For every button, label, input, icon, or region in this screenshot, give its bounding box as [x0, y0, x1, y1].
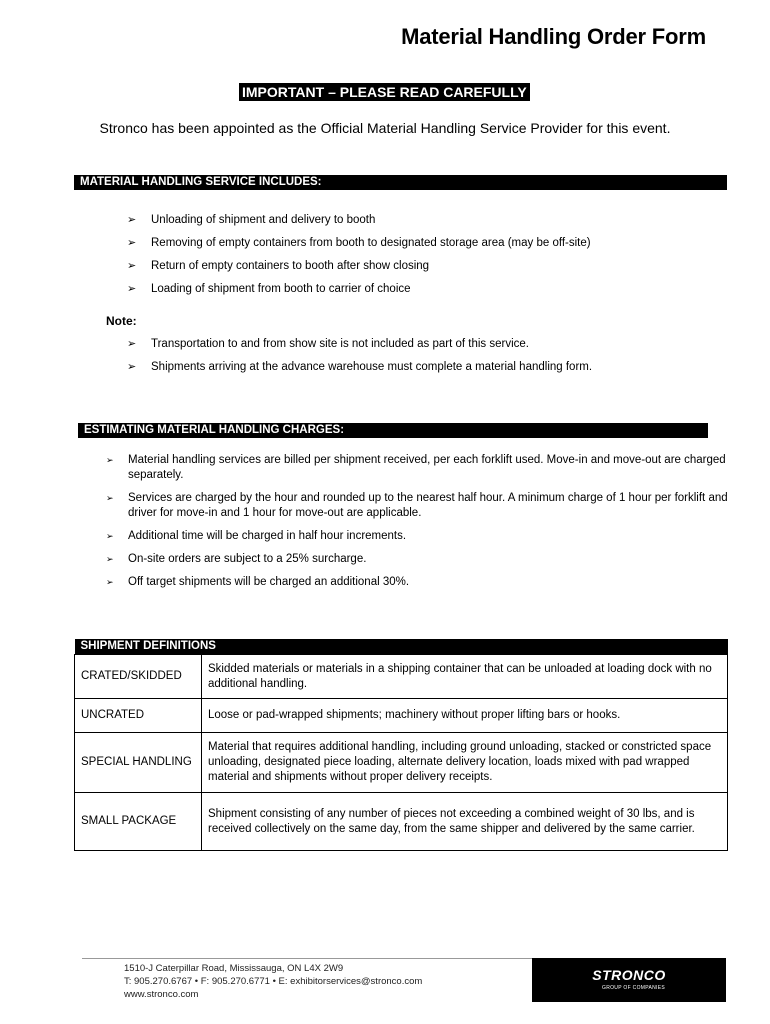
definitions-heading: SHIPMENT DEFINITIONS: [75, 639, 728, 655]
page-title: Material Handling Order Form: [401, 24, 706, 49]
arrow-bullet-icon: ➢: [106, 577, 114, 587]
charges-section-heading: ESTIMATING MATERIAL HANDLING CHARGES:: [78, 423, 708, 438]
intro-text: Stronco has been appointed as the Official Material Handling Service Provider for this event.: [99, 120, 671, 136]
arrow-bullet-icon: ➢: [127, 237, 137, 249]
definition-text: Shipment consisting of any number of pieces not exceeding a combined weight of 30 lbs, and is received collectively on the same day, from the same shipper and delivered by the same carrier.: [202, 793, 728, 851]
arrow-bullet-icon: ➢: [127, 260, 137, 272]
arrow-bullet-icon: ➢: [106, 493, 114, 503]
notes-list: [127, 337, 593, 383]
stronco-logo: [532, 958, 726, 1002]
list-item: ➢ On-site orders are subject to a 25% surcharge.: [106, 553, 367, 565]
footer-address: 1510-J Caterpillar Road, Mississauga, ON L4X 2W9: [124, 963, 344, 974]
definition-text: Loose or pad-wrapped shipments; machinery without proper lifting bars or hooks.: [202, 699, 728, 733]
table-row: [75, 733, 728, 793]
definition-term: CRATED/SKIDDED: [75, 655, 202, 699]
list-item: ➢ Transportation to and from show site is not included as part of this service.: [127, 338, 529, 350]
service-section-heading: MATERIAL HANDLING SERVICE INCLUDES:: [74, 175, 727, 190]
logo-tagline: GROUP OF COMPANIES: [602, 985, 665, 991]
note-label: Note:: [106, 314, 137, 328]
list-item: ➢ Additional time will be charged in half hour increments.: [106, 530, 407, 542]
arrow-bullet-icon: ➢: [106, 455, 114, 465]
arrow-bullet-icon: ➢: [106, 554, 114, 564]
footer-phone-email: T: 905.270.6767 • F: 905.270.6771 • E: exhibitorservices@stronco.com: [124, 976, 423, 987]
table-row: [75, 793, 728, 851]
list-item: ➢ Return of empty containers to booth after show closing: [127, 260, 430, 272]
footer-contact: [124, 962, 422, 1001]
logo-wordmark: STRONCO: [592, 967, 666, 983]
arrow-bullet-icon: ➢: [127, 283, 137, 295]
list-item: ➢ Removing of empty containers from booth to designated storage area (may be off-site): [127, 237, 591, 249]
definition-term: SMALL PACKAGE: [75, 793, 202, 851]
footer-website: www.stronco.com: [124, 989, 199, 1000]
table-row: [75, 655, 728, 699]
important-banner: IMPORTANT – PLEASE READ CAREFULLY: [239, 83, 530, 101]
list-item: ➢ Services are charged by the hour and rounded up to the nearest half hour. A minimum charge of 1 hour per forklift and driver for move-in and 1 hour for move-out are applicable.: [106, 492, 728, 519]
arrow-bullet-icon: ➢: [127, 338, 137, 350]
charges-list: [106, 453, 728, 598]
list-item: ➢ Off target shipments will be charged an additional 30%.: [106, 576, 410, 588]
definition-text: Material that requires additional handling, including ground unloading, stacked or constricted space unloading, designated piece loading, alternate delivery location, loads mixed with pad wrapped material and shipments without proper delivery receipts.: [202, 733, 728, 793]
list-item: ➢ Unloading of shipment and delivery to booth: [127, 214, 376, 226]
definition-term: UNCRATED: [75, 699, 202, 733]
arrow-bullet-icon: ➢: [106, 531, 114, 541]
definition-text: Skidded materials or materials in a shipping container that can be unloaded at loading dock with no additional handling.: [202, 655, 728, 699]
table-row: [75, 699, 728, 733]
definition-term: SPECIAL HANDLING: [75, 733, 202, 793]
shipment-definitions-table: [74, 639, 728, 851]
arrow-bullet-icon: ➢: [127, 361, 137, 373]
arrow-bullet-icon: ➢: [127, 214, 137, 226]
list-item: ➢ Loading of shipment from booth to carrier of choice: [127, 283, 411, 295]
list-item: ➢ Shipments arriving at the advance warehouse must complete a material handling form.: [127, 361, 593, 373]
service-list: [127, 213, 591, 305]
footer-divider: [82, 958, 532, 959]
list-item: ➢ Material handling services are billed per shipment received, per each forklift used. Move-in and move-out are charged separately.: [106, 454, 726, 481]
